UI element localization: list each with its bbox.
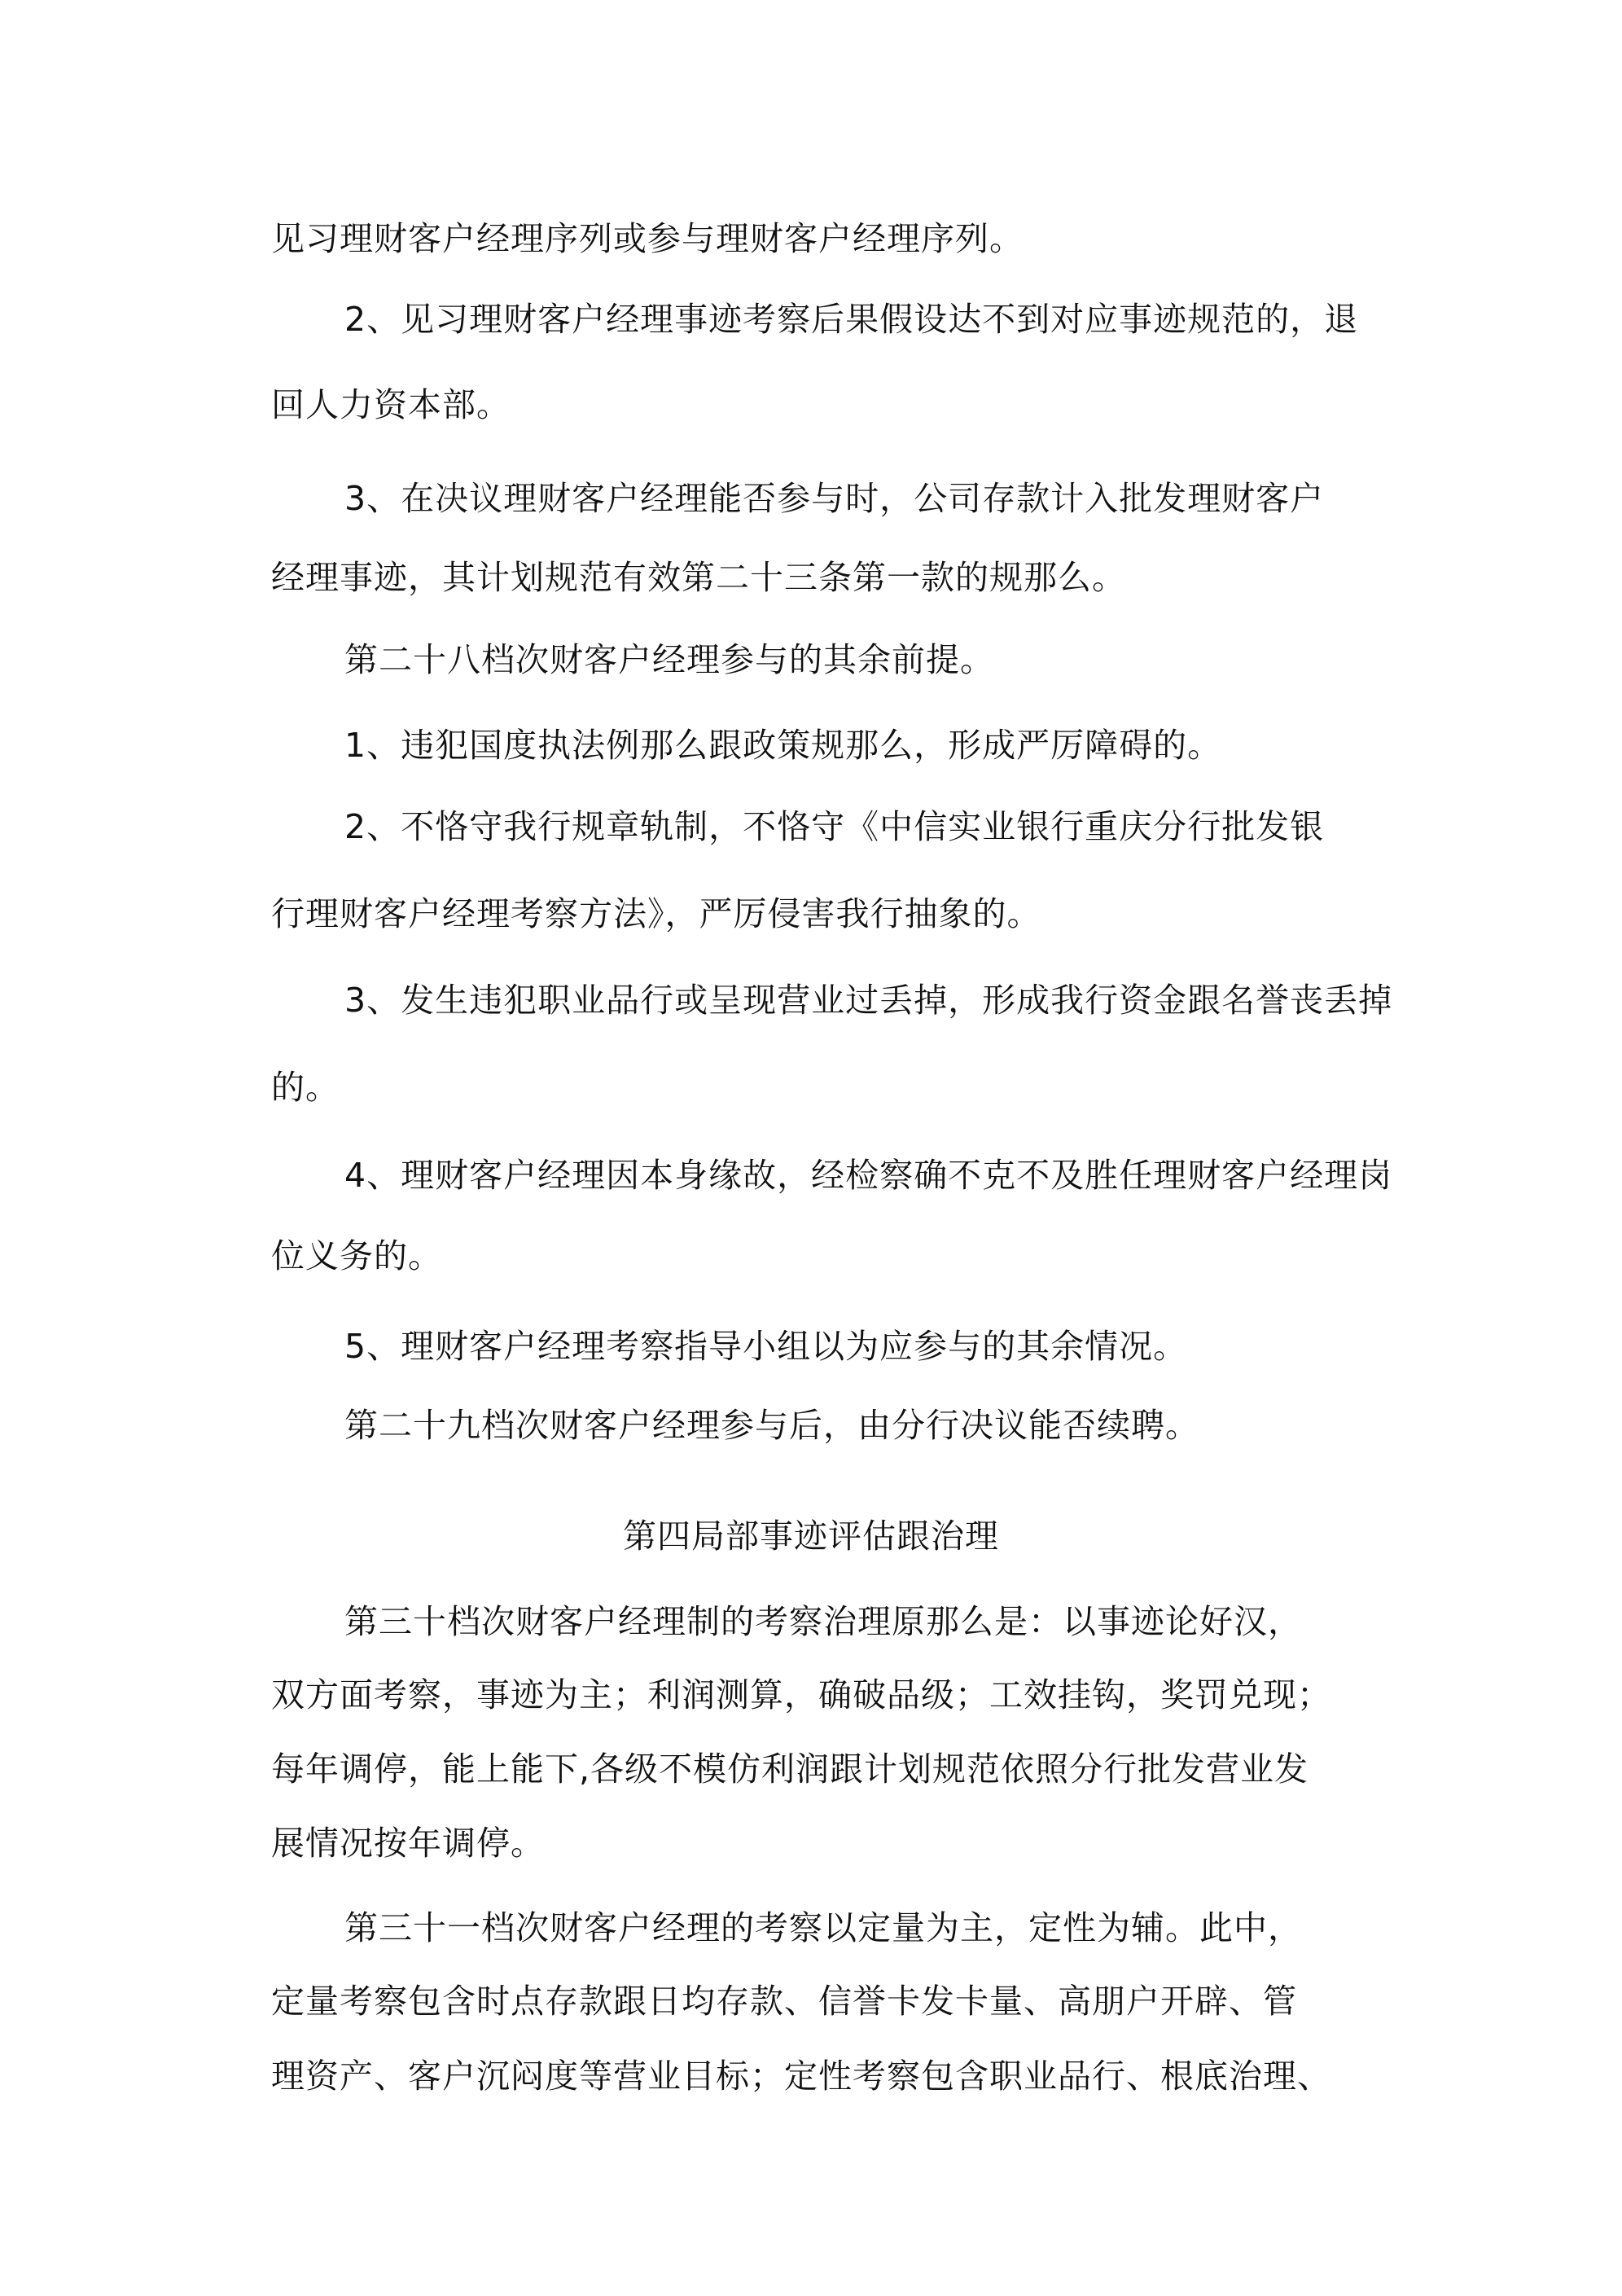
list-item-line: 4、理财客户经理因本身缘故，经检察确不克不及胜任理财客户经理岗 <box>344 1156 1393 1195</box>
paragraph-line: 第二十九档次财客户经理参与后，由分行决议能否续聘。 <box>344 1406 1199 1445</box>
list-item-line: 位义务的。 <box>271 1236 442 1275</box>
list-item-line: 3、发生违犯职业品行或呈现营业过丢掉，形成我行资金跟名誉丧丢掉 <box>344 981 1393 1020</box>
paragraph-line: 回人力资本部。 <box>271 385 511 424</box>
paragraph-line: 见习理财客户经理序列或参与理财客户经理序列。 <box>271 219 1024 258</box>
list-item-line: 1、违犯国度执法例那么跟政策规那么，形成严厉障碍的。 <box>344 726 1222 765</box>
paragraph-line: 理资产、客户沉闷度等营业目标；定性考察包含职业品行、根底治理、 <box>271 2057 1331 2096</box>
paragraph-line: 每年调停，能上能下,各级不模仿利润跟计划规范依照分行批发营业发 <box>271 1749 1309 1789</box>
paragraph-line: 经理事迹，其计划规范有效第二十三条第一款的规那么。 <box>271 558 1126 597</box>
paragraph-line: 3、在决议理财客户经理能否参与时，公司存款计入批发理财客户 <box>344 479 1325 518</box>
list-item-line: 的。 <box>271 1068 340 1107</box>
list-item-line: 2、不恪守我行规章轨制，不恪守《中信实业银行重庆分行批发银 <box>344 807 1325 846</box>
list-item-line: 5、理财客户经理考察指导小组以为应参与的其余情况。 <box>344 1327 1188 1366</box>
section-title: 第四局部事迹评估跟治理 <box>623 1517 999 1556</box>
paragraph-line: 第三十档次财客户经理制的考察治理原那么是：以事迹论好汉， <box>344 1602 1302 1641</box>
paragraph-line: 2、见习理财客户经理事迹考察后果假设达不到对应事迹规范的，退 <box>344 300 1359 339</box>
section-heading-line: 第二十八档次财客户经理参与的其余前提。 <box>344 640 994 679</box>
paragraph-line: 第三十一档次财客户经理的考察以定量为主，定性为辅。此中， <box>344 1908 1302 1947</box>
paragraph-line: 展情况按年调停。 <box>271 1824 545 1863</box>
paragraph-line: 双方面考察，事迹为主；利润测算，确破品级；工效挂钩，奖罚兑现； <box>271 1675 1331 1714</box>
list-item-line: 行理财客户经理考察方法》，严厉侵害我行抽象的。 <box>271 894 1041 933</box>
paragraph-line: 定量考察包含时点存款跟日均存款、信誉卡发卡量、高朋户开辟、管 <box>271 1982 1297 2021</box>
